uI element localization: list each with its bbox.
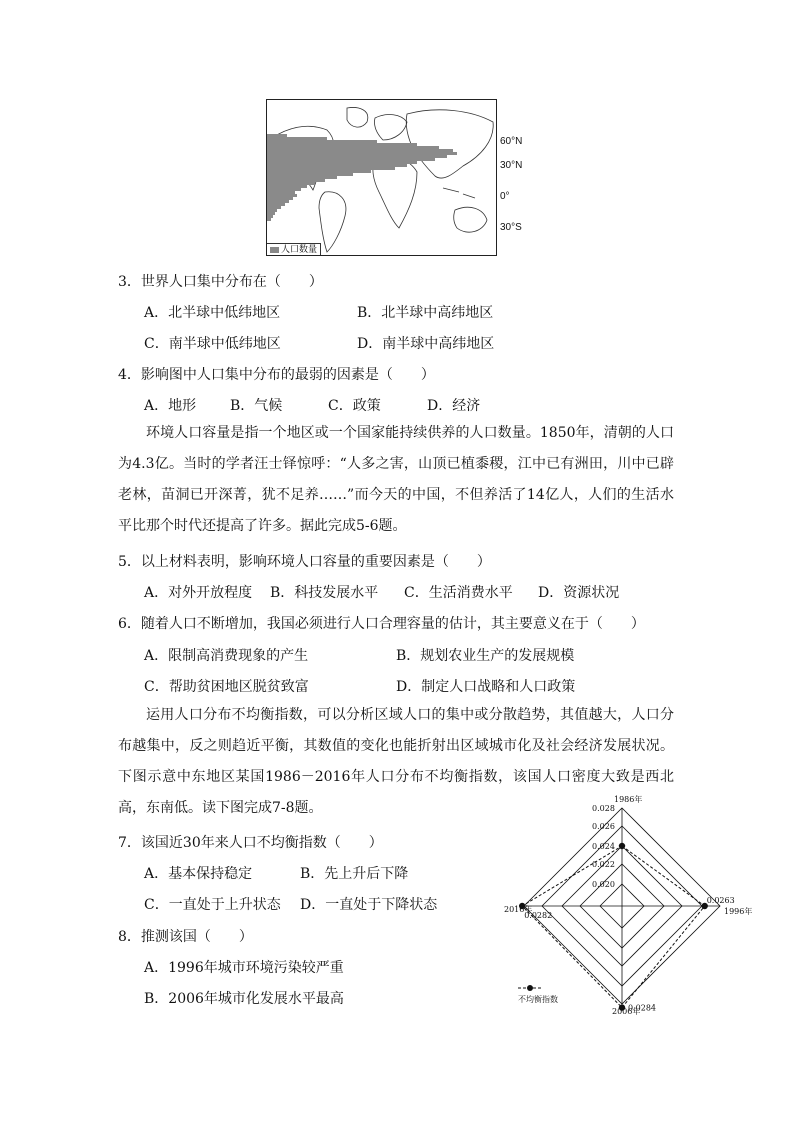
passage-1 (118, 418, 674, 542)
q3-option-d[interactable]: D．南半球中高纬地区 (357, 336, 495, 352)
q5-option-d[interactable]: D．资源状况 (538, 585, 620, 601)
asia-outline (406, 110, 493, 178)
passage-2-text: 运用人口分布不均衡指数，可以分析区域人口的集中或分散趋势，其值越大，人口分布越集中，反之则趋近平衡，其数值的变化也能折射出区域城市化及社会经济发展状况。下图示意中东地区某国1986－2016年人口分布不均衡指数，该国人口密度大致是西北高，东南低。读下图完成7-8题。 (118, 707, 674, 816)
q8-option-a[interactable]: A．1996年城市环境污染较严重 (144, 960, 344, 976)
radar-ring-tick-label: 0.026 (592, 822, 615, 831)
q4-option-d[interactable]: D．经济 (427, 398, 481, 414)
passage-1-text: 环境人口容量是指一个地区或一个国家能持续供养的人口数量。1850年，清朝的人口为4.3亿。当时的学者汪士铎惊呼：“人多之害，山顶已植黍稷，江中已有洲田，川中已辟老林，苗洞已开深菁，犹不足养……”而今天的中国，不但养活了14亿人，人们的生活水平比那个时代还提高了许多。据此完成5-6题。 (118, 425, 674, 534)
q7-option-b[interactable]: B．先上升后下降 (300, 866, 409, 882)
radar-ring-tick-label: 0.020 (592, 880, 615, 889)
australia-outline (454, 207, 487, 232)
legend-label: 人口数量 (281, 244, 318, 254)
radar-series-line (522, 846, 705, 1008)
radar-point-label: 0.0282 (524, 911, 553, 920)
q7-option-c[interactable]: C．一直处于上升状态 (144, 897, 281, 913)
europe-outline (374, 115, 407, 140)
q7-option-d[interactable]: D．一直处于下降状态 (300, 897, 438, 913)
radar-axis-label: 1996年 (724, 907, 753, 916)
radar-legend-marker (527, 985, 533, 991)
radar-axis-label: 1986年 (614, 795, 643, 804)
legend-swatch (270, 247, 279, 253)
indonesia-outline (443, 188, 475, 198)
radar-axis-label: 2016年 (504, 905, 533, 914)
map-legend (267, 243, 321, 255)
south-america-outline (319, 192, 346, 252)
radar-point-label: 0.0284 (628, 1003, 656, 1013)
lat-label-30s: 30°S (500, 222, 522, 233)
q8-stem: 8．推测该国（ ） (118, 929, 253, 945)
q6-option-a[interactable]: A．限制高消费现象的产生 (144, 648, 309, 664)
q5-option-c[interactable]: C．生活消费水平 (404, 585, 513, 601)
q3-option-b[interactable]: B．北半球中高纬地区 (357, 305, 494, 321)
q8-option-b[interactable]: B．2006年城市化发展水平最高 (144, 991, 344, 1007)
q7-stem: 7．该国近30年来人口不均衡指数（ ） (118, 835, 383, 851)
radar-axis-label: 2006年 (612, 1007, 641, 1016)
q5-option-a[interactable]: A．对外开放程度 (144, 585, 253, 601)
radar-ring-tick-label: 0.024 (592, 842, 615, 851)
world-map-drawing (267, 100, 498, 257)
q3-stem: 3．世界人口集中分布在（ ） (118, 274, 323, 290)
radar-point-label: 0.0263 (706, 896, 735, 905)
greenland-outline (347, 108, 368, 128)
q4-option-b[interactable]: B．气候 (230, 398, 283, 414)
radar-data-point (619, 843, 625, 849)
q6-stem: 6．随着人口不断增加，我国必须进行人口合理容量的估计，其主要意义在于（ ） (118, 616, 645, 632)
lat-label-equator: 0° (500, 191, 510, 202)
imbalance-index-radar-chart (498, 795, 753, 1018)
radar-legend-label: 不均衡指数 (518, 995, 558, 1004)
q4-stem: 4．影响图中人口集中分布的最弱的因素是（ ） (118, 367, 435, 383)
lat-label-60n: 60°N (500, 136, 523, 147)
q3-option-a[interactable]: A．北半球中低纬地区 (144, 305, 281, 321)
lat-label-30n: 30°N (500, 160, 523, 171)
world-population-map (266, 99, 497, 256)
q3-option-c[interactable]: C．南半球中低纬地区 (144, 336, 281, 352)
q6-option-b[interactable]: B．规划农业生产的发展规模 (396, 648, 575, 664)
q4-option-c[interactable]: C．政策 (328, 398, 381, 414)
q5-option-b[interactable]: B．科技发展水平 (270, 585, 379, 601)
radar-ring-tick-label: 0.028 (592, 804, 615, 813)
q6-option-c[interactable]: C．帮助贫困地区脱贫致富 (144, 679, 309, 695)
q4-option-a[interactable]: A．地形 (144, 398, 197, 414)
q7-option-a[interactable]: A．基本保持稳定 (144, 866, 253, 882)
q6-option-d[interactable]: D．制定人口战略和人口政策 (396, 679, 576, 695)
q5-stem: 5．以上材料表明，影响环境人口容量的重要因素是（ ） (118, 554, 491, 570)
radar-ring-tick-label: 0.022 (592, 860, 615, 869)
